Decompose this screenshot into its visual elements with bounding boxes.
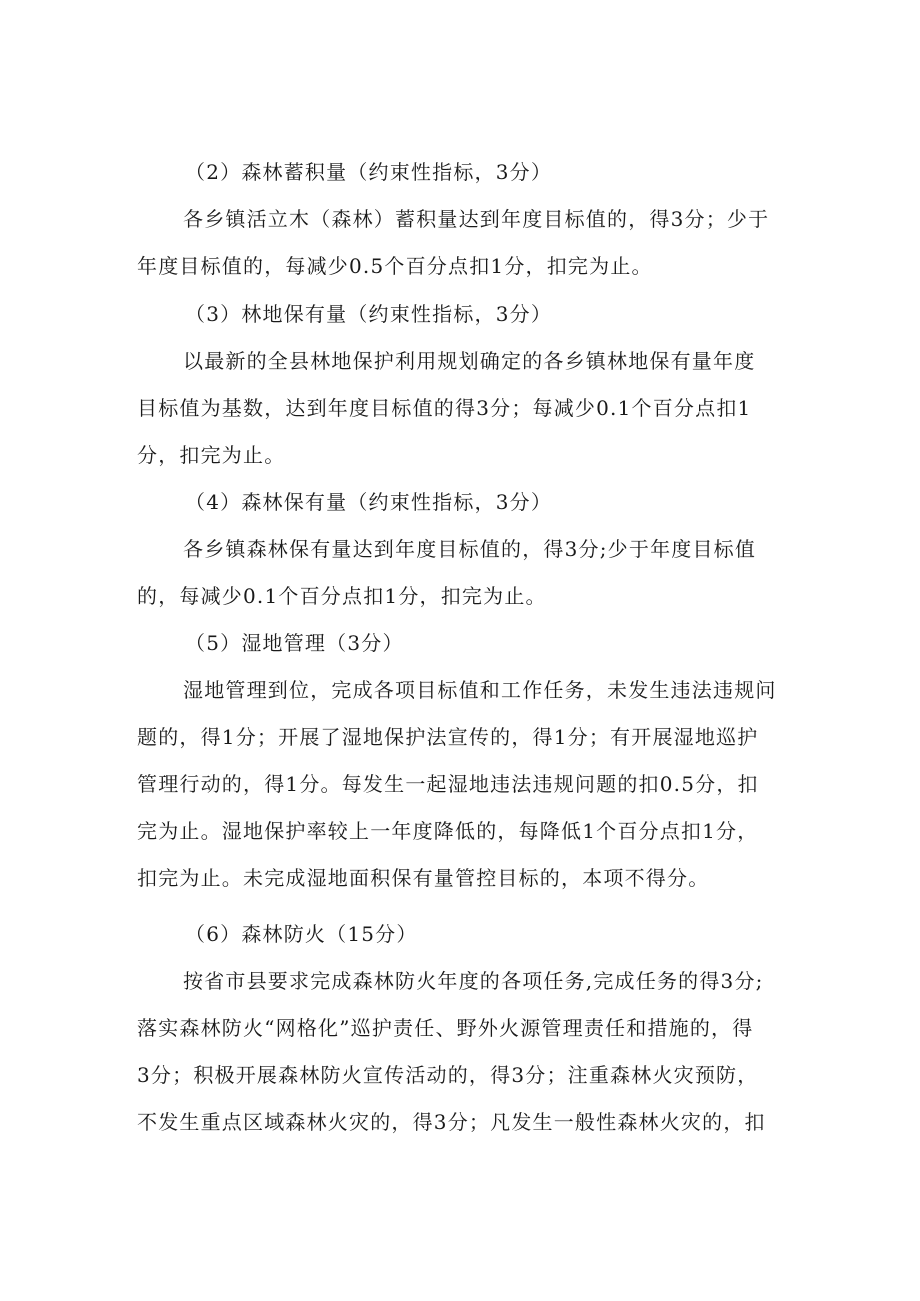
section-2-body-line-1: 各乡镇活立木（森林）蓄积量达到年度目标值的，得3分；少于	[183, 207, 770, 231]
section-4-heading: （4）森林保有量（约束性指标，3分）	[185, 490, 553, 514]
section-3-body-line-2: 目标值为基数，达到年度目标值的得3分；每减少0.1个百分点扣1	[137, 396, 752, 420]
section-5-body-line-4: 完为止。湿地保护率较上一年度降低的，每降低1个百分点扣1分，	[137, 819, 759, 843]
section-6-body-line-1: 按省市县要求完成森林防火年度的各项任务,完成任务的得3分;	[183, 969, 764, 993]
section-5-body-line-1: 湿地管理到位，完成各项目标值和工作任务，未发生违法违规问	[183, 678, 777, 702]
section-6-body-line-2: 落实森林防火“网格化”巡护责任、野外火源管理责任和措施的，得	[137, 1016, 754, 1040]
section-5-heading: （5）湿地管理（3分）	[185, 631, 404, 655]
section-3-body-line-3: 分，扣完为止。	[137, 443, 286, 467]
section-6-body-line-4: 不发生重点区域森林火灾的，得3分；凡发生一般性森林火灾的，扣	[137, 1110, 766, 1134]
section-5-body-line-2: 题的，得1分；开展了湿地保护法宣传的，得1分；有开展湿地巡护	[137, 725, 759, 749]
section-5-body-line-3: 管理行动的，得1分。每发生一起湿地违法违规问题的扣0.5分，扣	[137, 772, 759, 796]
section-5-body-line-5: 扣完为止。未完成湿地面积保有量管控目标的，本项不得分。	[137, 866, 710, 890]
section-2-body-line-2: 年度目标值的，每减少0.5个百分点扣1分，扣完为止。	[137, 254, 653, 278]
section-3-heading: （3）林地保有量（约束性指标，3分）	[185, 302, 553, 326]
section-6-heading: （6）森林防火（15分）	[185, 922, 418, 946]
section-4-body-line-2: 的，每减少0.1个百分点扣1分，扣完为止。	[137, 584, 547, 608]
section-3-body-line-1: 以最新的全县林地保护利用规划确定的各乡镇林地保有量年度	[183, 349, 756, 373]
section-2-heading: （2）森林蓄积量（约束性指标，3分）	[185, 160, 553, 184]
section-4-body-line-1: 各乡镇森林保有量达到年度目标值的，得3分;少于年度目标值	[183, 537, 757, 561]
section-6-body-line-3: 3分；积极开展森林防火宣传活动的，得3分；注重森林火灾预防，	[137, 1063, 759, 1087]
